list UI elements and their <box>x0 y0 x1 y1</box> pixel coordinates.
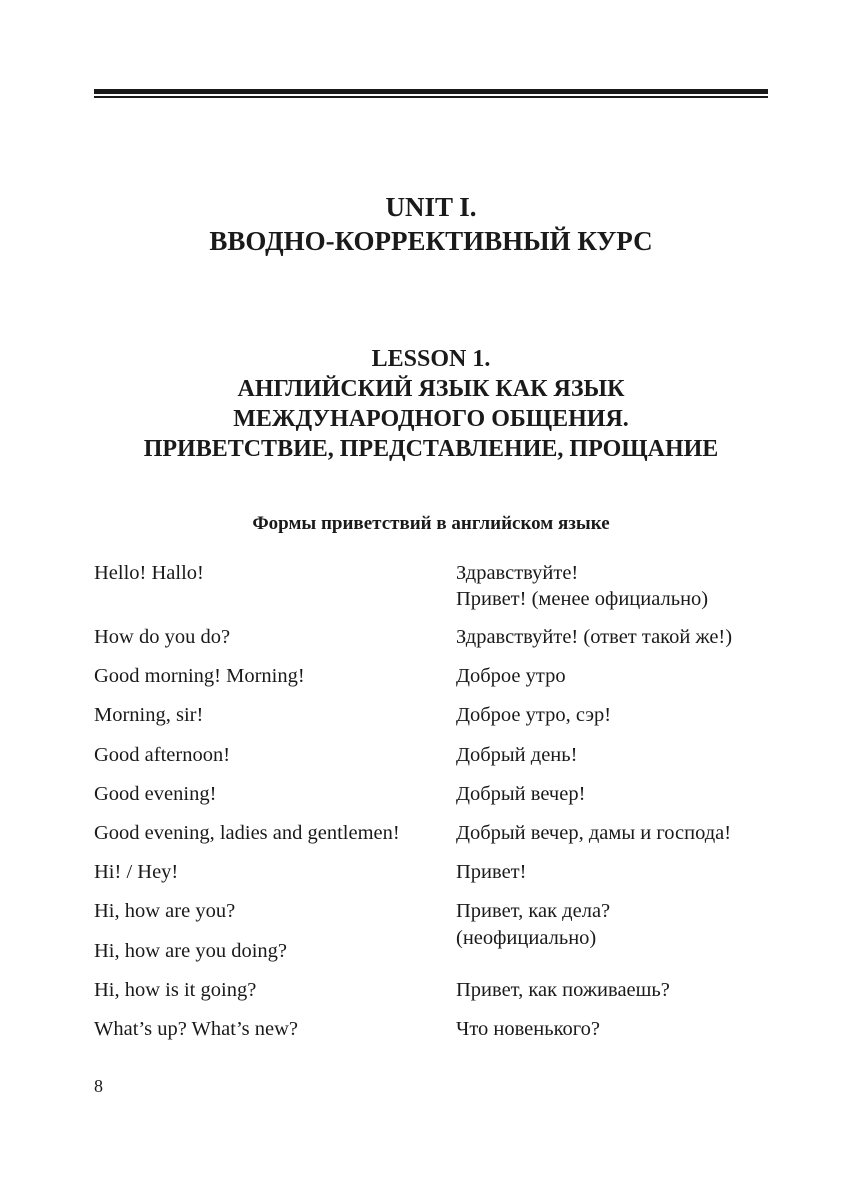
table-row <box>94 703 774 733</box>
english-phrase: Hi, how are you? <box>94 900 236 922</box>
russian-translation: Привет! (менее официально) <box>456 588 709 610</box>
unit-title-line: UNIT I. <box>385 192 477 222</box>
russian-translation: Привет! <box>456 861 527 883</box>
english-phrase: Good afternoon! <box>94 744 231 766</box>
english-phrase: How do you do? <box>94 626 231 648</box>
table-row <box>94 939 774 969</box>
lesson-title-line: АНГЛИЙСКИЙ ЯЗЫК КАК ЯЗЫК <box>237 376 625 402</box>
lesson-title-line: ПРИВЕТСТВИЕ, ПРЕДСТАВЛЕНИЕ, ПРОЩАНИЕ <box>143 436 719 462</box>
english-phrase: Morning, sir! <box>94 704 204 726</box>
table-row <box>94 664 774 694</box>
header-rule-thick <box>94 89 768 94</box>
section-heading: Формы приветствий в английском языке <box>252 513 610 534</box>
russian-translation: Добрый день! <box>456 744 578 766</box>
table-row <box>94 978 774 1008</box>
english-phrase: Good evening! <box>94 783 217 805</box>
russian-translation: Привет, как поживаешь? <box>456 979 670 1001</box>
table-row <box>94 743 774 773</box>
english-phrase: Hi, how is it going? <box>94 979 257 1001</box>
russian-translation: Добрый вечер, дамы и господа! <box>456 822 732 844</box>
english-phrase: Good evening, ladies and gentlemen! <box>94 822 400 844</box>
table-row <box>94 782 774 812</box>
table-row <box>94 625 774 655</box>
english-phrase: Hi, how are you doing? <box>94 940 287 962</box>
russian-translation: Доброе утро <box>456 665 566 687</box>
unit-title <box>94 190 768 258</box>
english-phrase: What’s up? What’s new? <box>94 1018 298 1040</box>
table-row <box>94 899 774 929</box>
russian-translation: Что новенького? <box>456 1018 601 1040</box>
russian-translation: (неофициально) <box>456 927 597 949</box>
table-row <box>94 1017 774 1047</box>
lesson-title-line: LESSON 1. <box>371 346 491 372</box>
english-phrase: Hello! Hallo! <box>94 562 204 584</box>
english-phrase: Good morning! Morning! <box>94 665 305 687</box>
header-rule-thin <box>94 96 768 98</box>
russian-translation: Привет, как дела? <box>456 900 611 922</box>
russian-translation: Добрый вечер! <box>456 783 586 805</box>
table-row <box>94 821 774 851</box>
page-number: 8 <box>94 1076 103 1096</box>
russian-translation: Здравствуйте! <box>456 562 579 584</box>
russian-translation: Здравствуйте! (ответ такой же!) <box>456 626 733 648</box>
unit-title-line: ВВОДНО-КОРРЕКТИВНЫЙ КУРС <box>209 226 653 256</box>
lesson-title <box>94 344 768 464</box>
table-row <box>94 587 774 617</box>
table-row <box>94 860 774 890</box>
russian-translation: Доброе утро, сэр! <box>456 704 612 726</box>
lesson-title-line: МЕЖДУНАРОДНОГО ОБЩЕНИЯ. <box>233 406 629 432</box>
english-phrase: Hi! / Hey! <box>94 861 179 883</box>
